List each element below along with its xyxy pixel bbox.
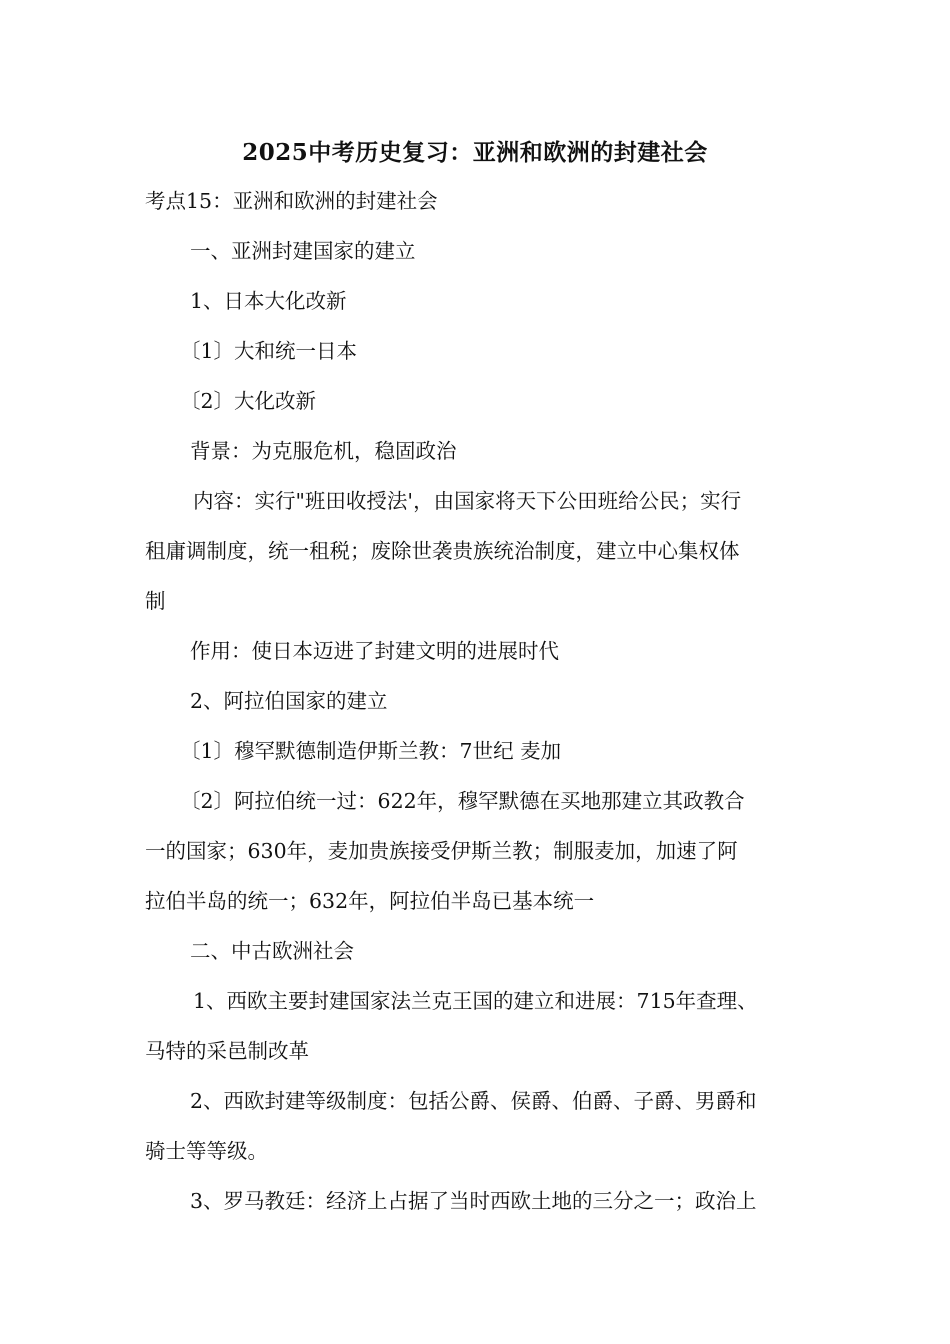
text-line: 1、日本大化改新 <box>190 289 347 313</box>
text-line: 〔1〕大和统一日本 <box>180 339 358 363</box>
text-line: 骑士等等级。 <box>145 1139 268 1163</box>
text-line: 作用：使日本迈进了封建文明的进展时代 <box>190 639 559 663</box>
text-line: 制 <box>145 589 166 613</box>
text-line: 内容：实行"班田收授法'，由国家将天下公田班给公民；实行 <box>193 489 742 513</box>
text-line: 3、罗马教廷：经济上占据了当时西欧土地的三分之一；政治上 <box>190 1189 757 1213</box>
document-title: 2025中考历史复习：亚洲和欧洲的封建社会 <box>242 139 708 166</box>
text-line: 2、阿拉伯国家的建立 <box>190 689 388 713</box>
text-line: 租庸调制度，统一租税；废除世袭贵族统治制度，建立中心集权体 <box>145 539 740 563</box>
text-line: 马特的采邑制改革 <box>145 1039 309 1063</box>
text-line: 1、西欧主要封建国家法兰克王国的建立和进展：715年查理、 <box>193 989 758 1013</box>
text-line: 〔2〕阿拉伯统一过：622年，穆罕默德在买地那建立其政教合 <box>180 789 745 813</box>
text-line: 拉伯半岛的统一；632年，阿拉伯半岛已基本统一 <box>145 889 595 913</box>
text-line: 〔1〕穆罕默德制造伊斯兰教：7世纪 麦加 <box>180 739 562 763</box>
text-line: 一、亚洲封建国家的建立 <box>190 239 416 263</box>
text-line: 考点15：亚洲和欧洲的封建社会 <box>145 189 438 213</box>
text-line: 一的国家；630年，麦加贵族接受伊斯兰教；制服麦加，加速了阿 <box>145 839 738 863</box>
text-line: 背景：为克服危机，稳固政治 <box>190 439 457 463</box>
text-line: 二、中古欧洲社会 <box>190 939 354 963</box>
text-line: 2、西欧封建等级制度：包括公爵、侯爵、伯爵、子爵、男爵和 <box>190 1089 757 1113</box>
text-line: 〔2〕大化改新 <box>180 389 317 413</box>
